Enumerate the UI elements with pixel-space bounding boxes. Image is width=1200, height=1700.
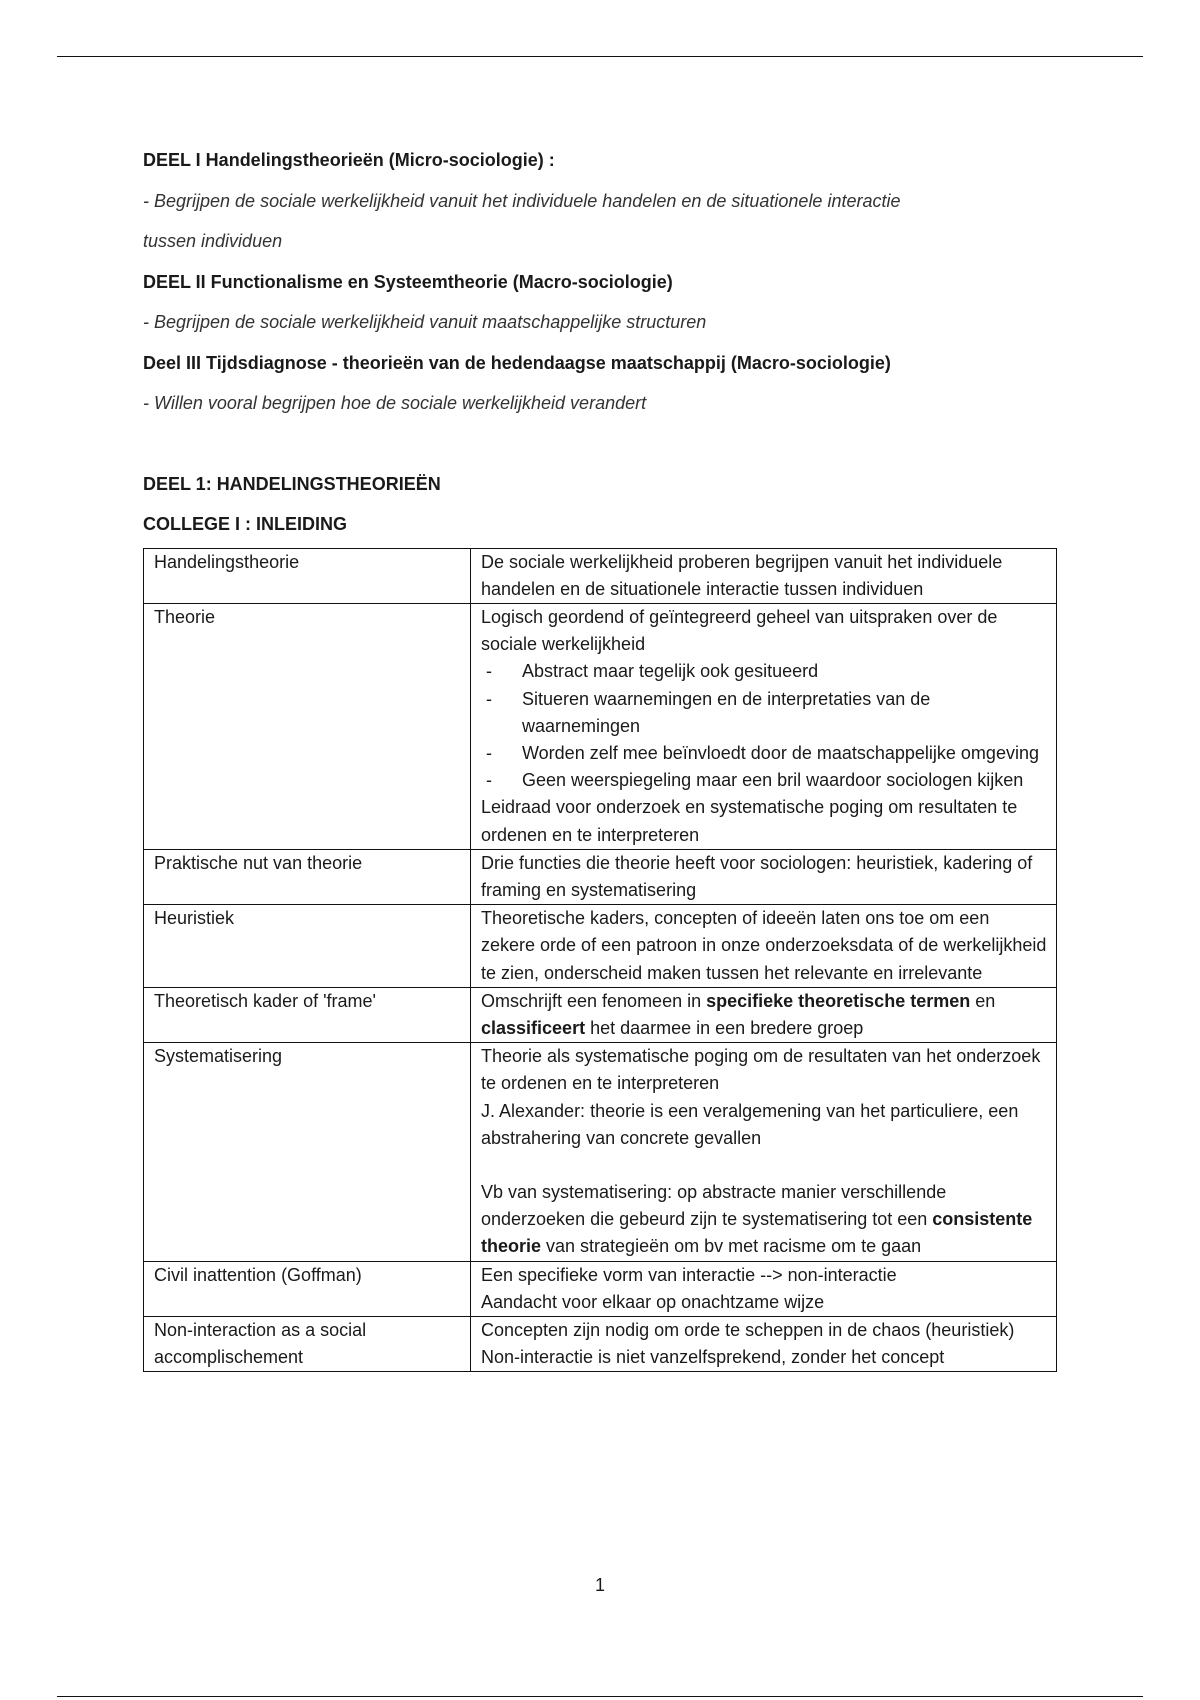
definition-cell: [471, 1316, 1057, 1371]
term-cell: Heuristiek: [144, 905, 471, 988]
spacer: [143, 424, 1058, 464]
definitions-table: [143, 548, 1057, 1373]
deel2-description: - Begrijpen de sociale werkelijkheid vanuit maatschappelijke structuren: [143, 312, 707, 332]
definition-cell: [471, 1261, 1057, 1316]
definition-cell: Drie functies die theorie heeft voor sociologen: heuristiek, kadering of framing en systematisering: [471, 849, 1057, 904]
table-row: [144, 548, 1057, 603]
definition-text: J. Alexander: theorie is een veralgemening van het particuliere, een abstrahering van concrete gevallen: [481, 1100, 1019, 1148]
definition-cell: [471, 603, 1057, 849]
list-item: - Worden zelf mee beïnvloedt door de maatschappelijke omgeving: [481, 740, 1048, 767]
definition-text: Aandacht voor elkaar op onachtzame wijze: [481, 1291, 825, 1312]
term-cell: Systematisering: [144, 1043, 471, 1261]
list-item: - Abstract maar tegelijk ook gesitueerd: [481, 658, 1048, 685]
list-item: - Geen weerspiegeling maar een bril waardoor sociologen kijken: [481, 767, 1048, 794]
table-row: [144, 905, 1057, 988]
term-cell: Theoretisch kader of 'frame': [144, 987, 471, 1042]
definition-text: Logisch geordend of geïntegreerd geheel van uitspraken over de sociale werkelijkheid: [481, 606, 998, 655]
table-row: [144, 1261, 1057, 1316]
deel3-description: - Willen vooral begrijpen hoe de sociale werkelijkheid verandert: [143, 393, 647, 413]
table-row: [144, 1316, 1057, 1371]
definition-text: Theorie als systematische poging om de resultaten van het onderzoek te ordenen en te interpreteren: [481, 1046, 1041, 1094]
deel1-description-line1: - Begrijpen de sociale werkelijkheid vanuit het individuele handelen en de situationele interactie: [143, 190, 901, 211]
table-row: [144, 603, 1057, 849]
header-rule: [57, 56, 1143, 57]
definition-cell: [471, 1043, 1057, 1261]
spacer: [481, 1152, 1048, 1179]
list-item: - Situeren waarnemingen en de interpretaties van de waarnemingen: [481, 686, 1048, 740]
table-row: [144, 987, 1057, 1042]
document-body: [143, 140, 1058, 1372]
definition-cell: [471, 987, 1057, 1042]
term-cell: Handelingstheorie: [144, 548, 471, 603]
definition-text: en: [970, 990, 996, 1011]
footer-rule: [57, 1696, 1143, 1697]
term-cell: Praktische nut van theorie: [144, 849, 471, 904]
emphasis-text: consistente theorie: [481, 1209, 1033, 1257]
section-subheading: COLLEGE I : INLEIDING: [143, 514, 348, 534]
definition-text: van strategieën om bv met racisme om te gaan: [541, 1236, 922, 1257]
definition-paragraph: [481, 1179, 1048, 1261]
definition-text: Omschrijft een fenomeen in: [481, 990, 707, 1011]
definition-text: Een specifieke vorm van interactie --> non-interactie: [481, 1264, 897, 1285]
definition-cell: De sociale werkelijkheid proberen begrijpen vanuit het individuele handelen en de situationele interactie tussen individuen: [471, 548, 1057, 603]
table-row: [144, 1043, 1057, 1261]
deel3-title: Deel III Tijdsdiagnose - theorieën van de hedendaagse maatschappij (Macro-sociologie): [143, 352, 891, 373]
table-row: [144, 849, 1057, 904]
page-number: 1: [594, 1575, 605, 1595]
deel1-description-line2: tussen individuen: [143, 231, 283, 251]
term-cell: Civil inattention (Goffman): [144, 1261, 471, 1316]
section-heading: DEEL 1: HANDELINGSTHEORIEËN: [143, 473, 441, 494]
emphasis-text: classificeert: [481, 1017, 586, 1038]
emphasis-text: specifieke theoretische termen: [706, 990, 971, 1011]
definition-text: het daarmee in een bredere groep: [585, 1017, 864, 1038]
definition-text: Concepten zijn nodig om orde te scheppen in de chaos (heuristiek): [481, 1319, 1015, 1340]
term-cell: Non-interaction as a social accomplischement: [144, 1316, 471, 1371]
bullet-list: [481, 658, 1048, 794]
deel2-title: DEEL II Functionalisme en Systeemtheorie (Macro-sociologie): [143, 271, 673, 292]
definition-text: Vb van systematisering: op abstracte manier verschillende onderzoeken die gebeurd zijn te systematisering tot een: [481, 1181, 947, 1230]
definition-text: Leidraad voor onderzoek en systematische poging om resultaten te ordenen en te interpreteren: [481, 797, 1018, 845]
definition-text: Non-interactie is niet vanzelfsprekend, zonder het concept: [481, 1347, 945, 1368]
term-cell: Theorie: [144, 603, 471, 849]
definition-cell: Theoretische kaders, concepten of ideeën laten ons toe om een zekere orde of een patroon in onze onderzoeksdata of de werkelijkheid te zien, onderscheid maken tussen het relevante en irrelevante: [471, 905, 1057, 988]
deel1-title: DEEL I Handelingstheorieën (Micro-sociologie) :: [143, 150, 555, 170]
